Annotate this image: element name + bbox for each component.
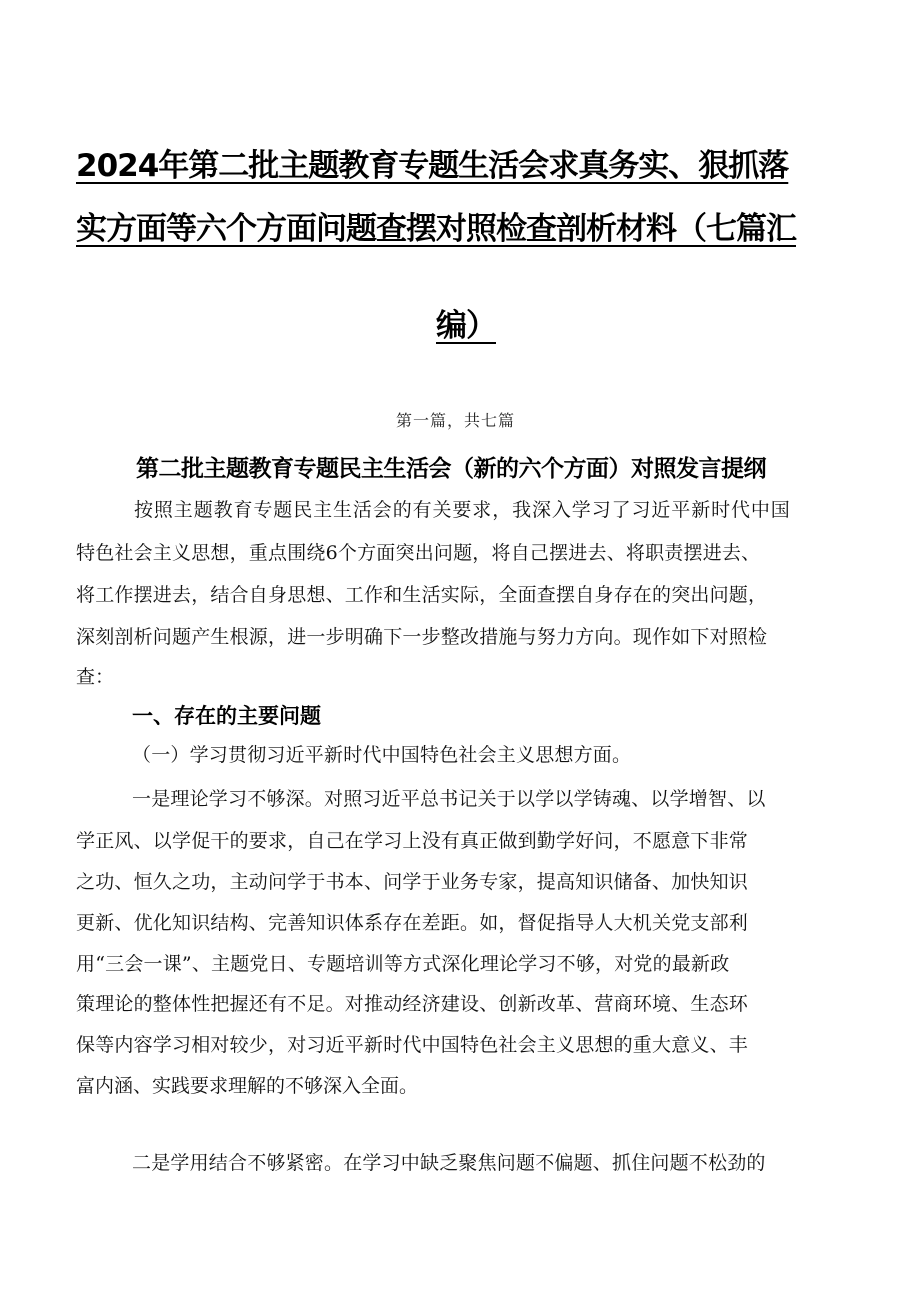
- point1-line: 一是理论学习不够深。对照习近平总书记关于以学以学铸魂、以学增智、以: [132, 788, 766, 810]
- point1-line: 富内涵、实践要求理解的不够深入全面。: [76, 1075, 419, 1097]
- section-heading: 一、存在的主要问题: [132, 704, 321, 728]
- point1-line: 学正风、以学促干的要求，自己在学习上没有真正做到勤学好问，不愿意下非常: [76, 830, 749, 852]
- document-title-line-1: 2024年第二批主题教育专题生活会求真务实、狠抓落: [76, 148, 789, 184]
- point2-line: 二是学用结合不够紧密。在学习中缺乏聚焦问题不偏题、抓住问题不松劲的: [132, 1152, 766, 1174]
- document-title-line-2: 实方面等六个方面问题查摆对照检查剖析材料（七篇汇: [76, 211, 796, 247]
- part-label: 第一篇，共七篇: [396, 411, 516, 430]
- point1-line: 之功、恒久之功，主动问学于书本、问学于业务专家，提高知识储备、加快知识: [76, 871, 749, 893]
- intro-line: 特色社会主义思想，重点围绕6个方面突出问题，将自己摆进去、将职责摆进去、: [76, 542, 761, 564]
- intro-line: 深刻剖析问题产生根源，进一步明确下一步整改措施与努力方向。现作如下对照检: [76, 626, 768, 648]
- intro-line: 将工作摆进去，结合自身思想、工作和生活实际，全面查摆自身存在的突出问题，: [76, 584, 768, 606]
- point1-line: 更新、优化知识结构、完善知识体系存在差距。如，督促指导人大机关党支部利: [76, 912, 749, 934]
- document-subtitle: 第二批主题教育专题民主生活会（新的六个方面）对照发言提纲: [136, 456, 766, 482]
- intro-line: 按照主题教育专题民主生活会的有关要求，我深入学习了习近平新时代中国: [134, 499, 791, 521]
- point1-line: 策理论的整体性把握还有不足。对推动经济建设、创新改革、营商环境、生态环: [76, 993, 749, 1015]
- document-title-line-3: 编）: [436, 308, 496, 344]
- subsection-heading: （一）学习贯彻习近平新时代中国特色社会主义思想方面。: [132, 744, 632, 766]
- point1-line: 用“三会一课”、主题党日、专题培训等方式深化理论学习不够，对党的最新政: [76, 953, 730, 975]
- point1-line: 保等内容学习相对较少，对习近平新时代中国特色社会主义思想的重大意义、丰: [76, 1034, 749, 1056]
- intro-line: 查：: [76, 666, 115, 688]
